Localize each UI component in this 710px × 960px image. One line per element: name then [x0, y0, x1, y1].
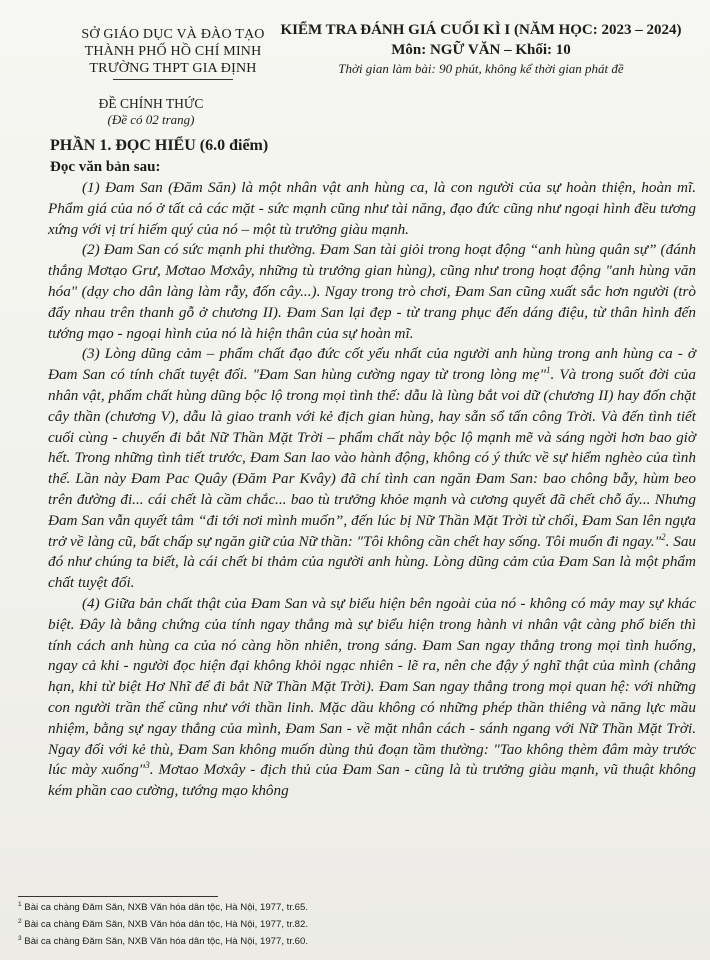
section-title: PHẦN 1. ĐỌC HIỂU (6.0 điểm)	[50, 137, 269, 154]
paragraph-3-part-b: . Và trong suốt đời của nhân vật, phẩm chất hùng dũng bộc lộ trong mọi tình thế: dẫu là lùng bắt voi dữ (chương II) hay đốn chặt cây thần (chương V), dẫu là giao tranh với kẻ địch gian hùng, hay sẵn sổ tấn công Trời. Và đến tình tiết cuối cùng - chuyến đi bắt Nữ Thần Mặt Trời – phẩm chất này bộc lộ mạnh mẽ và sáng ngời hơn bao giờ hết. Trong những tình tiết trước, Đam San lao vào hành động, không có ý thức về sự hiểm nghèo của tình thế. Lần này Đam Pac Quây (Đăm Par Kvây) đã chí tình can ngăn Đam San: bao chông bẫy, hùm beo trên đường đi... cái chết là cầm chắc... bao tù trưởng khỏe mạnh và cương quyết đã chết chỗ ấy... Nhưng Đam San vẫn quyết tâm “đi tới nơi mình muốn”, đến lúc bị Nữ Thần Mặt Trời từ chối, Đam San lên ngựa trở về làng cũ, bất chấp sự ngăn giữ của Nữ thần: "Tôi không cần chết hay sống. Tôi muốn đi ngay."	[48, 366, 696, 550]
paragraph-1: (1) Đam San (Đăm Săn) là một nhân vật anh hùng ca, là con người của sự hoàn thiện, hoàn mĩ. Phẩm giá của nó ở tất cả các mặt - sức mạnh cũng như tài năng, đạo đức cũng như ngoại hình đều tương xứng với vị trí hiếm quý của nó – một tù trưởng giàu mạnh.	[48, 179, 696, 238]
paragraph-3	[48, 344, 696, 594]
school-name: TRƯỜNG THPT GIA ĐỊNH	[89, 61, 257, 76]
reading-passage	[48, 178, 696, 802]
paragraph-4-part-a: (4) Giữa bản chất thật của Đam San và sự biểu hiện bên ngoài của nó - không có mảy may sự khác biệt. Đây là bằng chứng của tính ngay thẳng mà sự biểu hiện trong hành vi nhân vật càng phổ biến thì tính cách anh hùng ca của nó càng hồn nhiên, trong sáng. Đam San ngay thẳng trong mọi tình huống, ngay cả khi - người đọc hiện đại không khỏi ngạc nhiên - lẽ ra, nên che đậy ý nghĩ thật của mình (chẳng hạn, khi từ biệt Hơ Nhĩ để đi bắt Nữ Thần Mặt Trời). Đam San ngay thẳng trong mọi quan hệ: với những con người trần thế cũng như với thần linh. Mặc dầu không có những phép thần thiêng và năng lực mầu nhiệm, bằng sự ngay thẳng của mình, Đam San - về mặt nhân cách - sánh ngang với Nữ Thần Mặt Trời. Ngay đối với kẻ thù, Đam San không muốn dùng thủ đoạn tầm thường: "Tao không thèm đâm mày trước lúc mày xuống"	[48, 594, 696, 779]
exam-info	[266, 20, 696, 78]
paragraph-3-part-a: (3) Lòng dũng cảm – phẩm chất đạo đức cốt yếu nhất của người anh hùng trong anh hùng ca - ở Đam San có tính chất tuyệt đối. "Đam San hùng cường ngay từ trong lòng mẹ"	[48, 345, 696, 384]
exam-subject: Môn: NGỮ VĂN – Khối: 10	[391, 42, 571, 58]
footnotes	[18, 899, 418, 950]
paragraph-4	[48, 594, 696, 802]
exam-header	[48, 14, 688, 132]
official-label	[86, 96, 216, 127]
section-intro: Đọc văn bản sau:	[50, 159, 161, 175]
exam-title: KIỂM TRA ĐÁNH GIÁ CUỐI KÌ I (NĂM HỌC: 2023 – 2024)	[280, 22, 682, 38]
footnote-1: $^1$ Bài ca chàng Đăm Săn, NXB Văn hóa dân tộc, Hà Nội, 1977, tr.65.	[18, 900, 309, 913]
paragraph-4-part-b: . Mơtao Mơxây - địch thủ của Đam San - cũng là tù trưởng giàu mạnh, vũ thuật không kém phần cao cường, tướng mạo không	[48, 761, 696, 800]
school-info	[58, 26, 288, 80]
footnote-ref-3: 3	[145, 760, 150, 771]
city-name: THÀNH PHỐ HỒ CHÍ MINH	[84, 44, 262, 59]
footnote-ref-1: 1	[545, 365, 551, 376]
school-underline	[113, 79, 233, 80]
footnote-divider	[18, 896, 218, 897]
official-title: ĐỀ CHÍNH THỨC	[98, 96, 204, 111]
footnote-3: $^3$ Bài ca chàng Đăm Săn, NXB Văn hóa dân tộc, Hà Nội, 1977, tr.60.	[18, 934, 309, 947]
footnote-2: $^2$ Bài ca chàng Đăm Săn, NXB Văn hóa dân tộc, Hà Nội, 1977, tr.82.	[18, 917, 309, 930]
exam-time: Thời gian làm bài: 90 phút, không kể thời gian phát đề	[338, 61, 624, 76]
department-name: SỞ GIÁO DỤC VÀ ĐÀO TẠO	[81, 27, 265, 42]
paragraph-3-part-c: . Sau đó như chúng ta biết, là cái chết bi thảm của người anh hùng. Lòng dũng cảm của Đam San là một phẩm chất tuyệt đối.	[48, 532, 697, 592]
page-count-note: (Đề có 02 trang)	[107, 112, 195, 127]
footnote-ref-2: 2	[661, 531, 666, 542]
paragraph-2: (2) Đam San có sức mạnh phi thường. Đam San tài giỏi trong hoạt động “anh hùng quân sự” (đánh thắng Mơtạo Grư, Mơtao Mơxây, những tù trưởng gian hùng), cũng như trong hoạt động "anh hùng văn hóa" (dạy cho dân làng làm rẫy, đốn cây...). Ngay trong trò chơi, Đam San cũng xuất sắc hơn người (trò đẩy nhau trên thanh gỗ ở chương II). Đam San lại đẹp - từ trang phục đến dáng điệu, từ thân hình đến tướng mạo - ngoại hình của nó là hiện thân của sự hoàn mĩ.	[48, 241, 696, 342]
